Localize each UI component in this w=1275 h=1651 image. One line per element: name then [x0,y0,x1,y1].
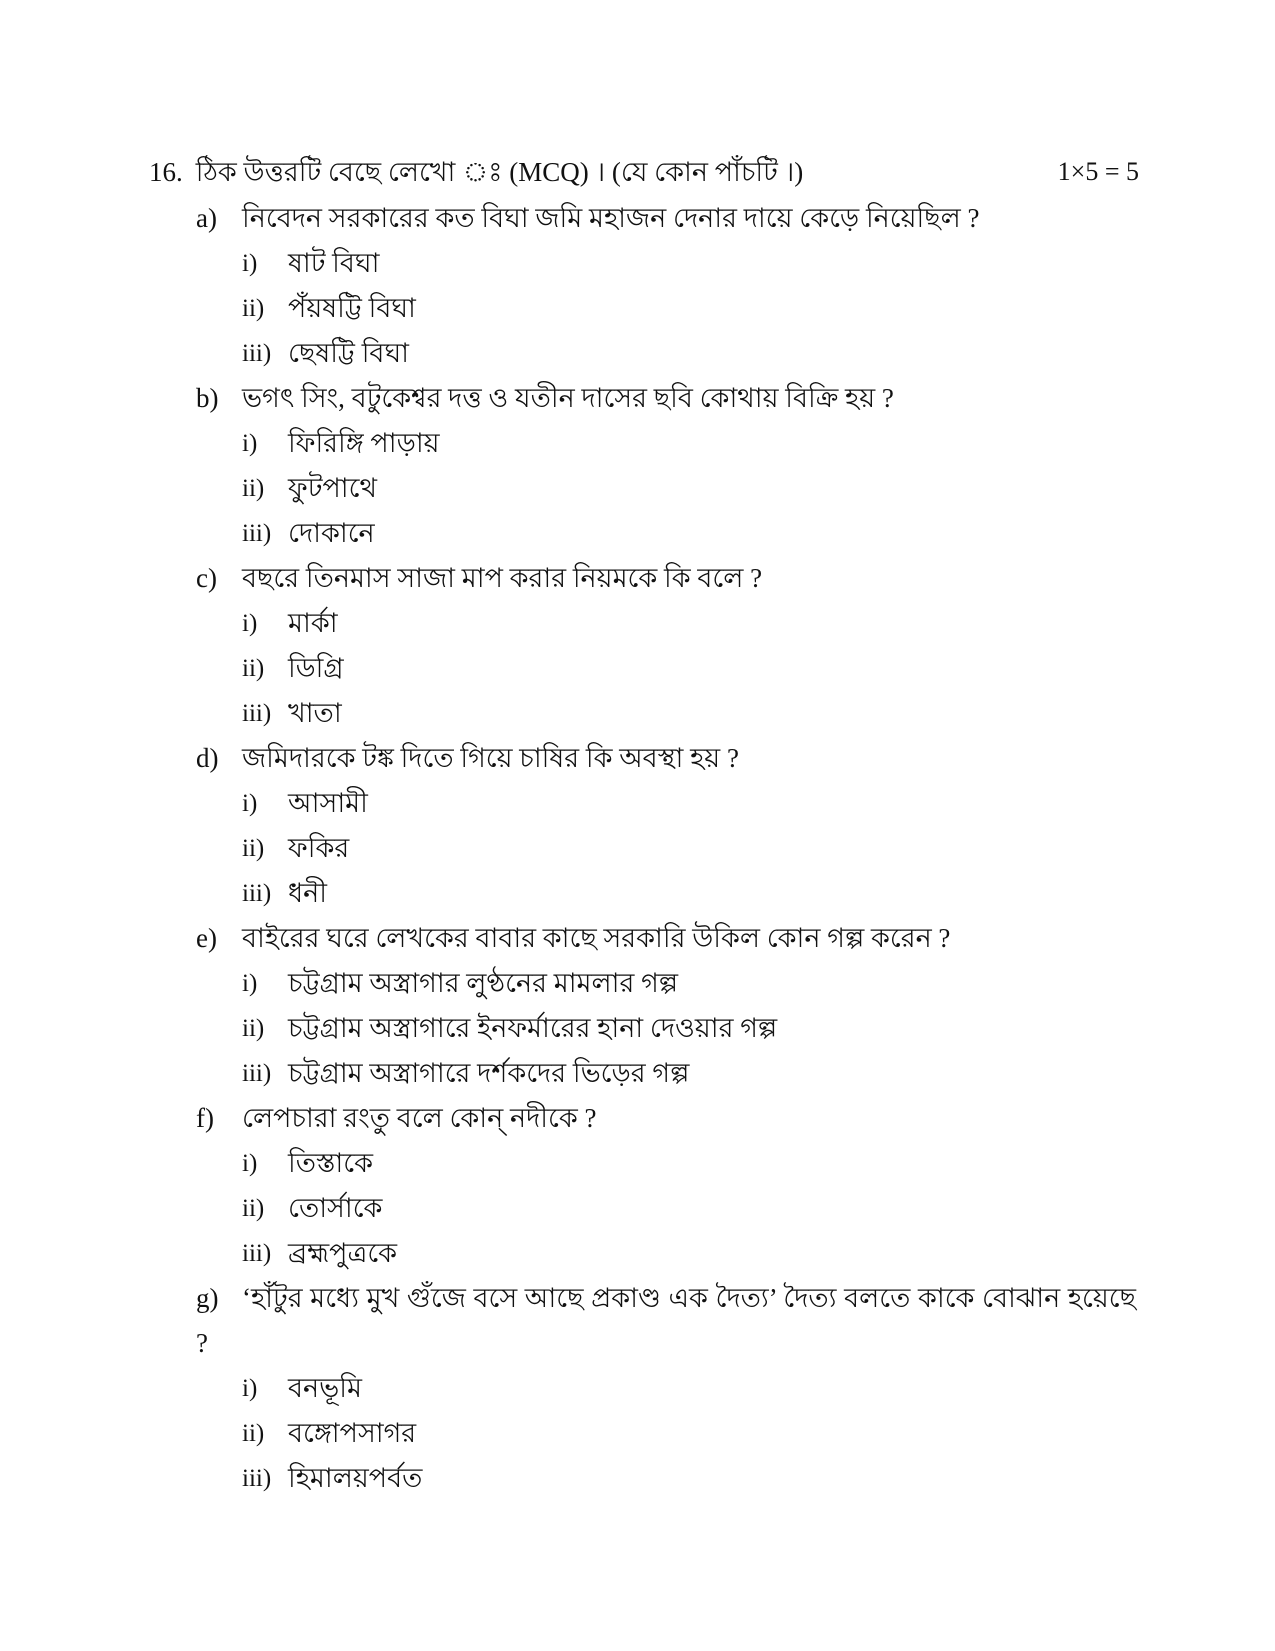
mcq-question-text: জমিদারকে টঙ্ক দিতে গিয়ে চাষির কি অবস্থা হয় ? [242,743,739,773]
mcq-option [242,1186,1136,1231]
mcq-item-g [196,1276,1136,1501]
mcq-question-text: বাইরের ঘরে লেখকের বাবার কাছে সরকারি উকিল কোন গল্প করেন ? [242,923,951,953]
option-text: ষাট বিঘা [288,248,380,278]
mcq-option [242,421,1136,466]
option-text: ফুটপাথে [288,473,377,503]
option-text: মার্কা [288,608,338,638]
mcq-option [242,1366,1136,1411]
option-text: ডিগ্রি [288,653,344,683]
option-text: ফকির [288,833,350,863]
option-numeral: i) [242,430,258,457]
mcq-option [242,646,1136,691]
option-text: পঁয়ষট্টি বিঘা [288,293,416,323]
option-text: চট্টগ্রাম অস্ত্রাগারে দর্শকদের ভিড়ের গল্প [288,1058,690,1088]
option-numeral: i) [242,1375,258,1402]
mcq-options [196,1366,1136,1501]
question-instruction: ঠিক উত্তরটি বেছে লেখো ঃ (MCQ) । (যে কোন পাঁচটি ।) [195,157,804,187]
option-numeral: ii) [242,1420,265,1447]
option-text: ফিরিঙ্গি পাড়ায় [288,428,440,458]
mcq-option [242,961,1136,1006]
option-numeral: ii) [242,655,265,682]
mcq-item-e [196,916,1136,1096]
mcq-option [242,691,1136,736]
mcq-letter: d) [196,743,219,773]
mcq-stem [196,556,1136,601]
mcq-letter: c) [196,563,217,593]
mcq-option [242,601,1136,646]
mcq-option [242,466,1136,511]
mcq-option [242,1456,1136,1501]
mcq-option [242,1231,1136,1276]
mcq-item-c [196,556,1136,736]
option-numeral: iii) [242,520,272,547]
option-numeral: iii) [242,1465,272,1492]
question-header [149,150,1139,194]
marks-allocation: 1×5 = 5 [1057,157,1139,186]
mcq-option [242,241,1136,286]
option-numeral: ii) [242,835,265,862]
mcq-option [242,1051,1136,1096]
mcq-options [196,241,1136,376]
option-numeral: iii) [242,700,272,727]
option-numeral: i) [242,610,258,637]
mcq-stem [196,1096,1136,1141]
option-text: ব্রহ্মপুত্রকে [288,1238,398,1268]
mcq-option [242,286,1136,331]
option-text: ছেষট্টি বিঘা [288,338,409,368]
mcq-stem [196,736,1136,781]
mcq-question-text: বছরে তিনমাস সাজা মাপ করার নিয়মকে কি বলে ? [242,563,763,593]
mcq-option [242,871,1136,916]
mcq-options [196,781,1136,916]
option-numeral: i) [242,790,258,817]
mcq-letter: e) [196,923,217,953]
option-text: ধনী [288,878,327,908]
question-number: 16. [149,157,183,187]
mcq-options [196,421,1136,556]
mcq-option [242,781,1136,826]
mcq-option [242,826,1136,871]
mcq-letter: g) [196,1283,219,1313]
option-numeral: i) [242,970,258,997]
mcq-question-text: নিবেদন সরকারের কত বিঘা জমি মহাজন দেনার দায়ে কেড়ে নিয়েছিল ? [242,203,980,233]
option-numeral: i) [242,250,258,277]
mcq-list [196,196,1136,1501]
mcq-question-text: ভগৎ সিং, বটুকেশ্বর দত্ত ও যতীন দাসের ছবি কোথায় বিক্রি হয় ? [242,383,894,413]
mcq-item-d [196,736,1136,916]
mcq-option [242,1411,1136,1456]
option-numeral: iii) [242,340,272,367]
option-numeral: ii) [242,475,265,502]
option-text: খাতা [288,698,342,728]
mcq-letter: f) [196,1103,214,1133]
mcq-question-text: লেপচারা রংতু বলে কোন্ নদীকে ? [242,1103,597,1133]
mcq-stem [196,1276,1136,1366]
mcq-item-f [196,1096,1136,1276]
mcq-letter: a) [196,203,217,233]
option-numeral: ii) [242,1015,265,1042]
option-text: দোকানে [288,518,375,548]
mcq-stem [196,196,1136,241]
mcq-options [196,961,1136,1096]
option-numeral: iii) [242,880,272,907]
option-numeral: ii) [242,295,265,322]
mcq-item-a [196,196,1136,376]
mcq-options [196,1141,1136,1276]
mcq-stem [196,916,1136,961]
mcq-option [242,511,1136,556]
mcq-option [242,1141,1136,1186]
option-text: তিস্তাকে [288,1148,373,1178]
option-numeral: iii) [242,1240,272,1267]
mcq-option [242,1006,1136,1051]
mcq-stem [196,376,1136,421]
mcq-option [242,331,1136,376]
mcq-options [196,601,1136,736]
mcq-letter: b) [196,383,219,413]
option-numeral: i) [242,1150,258,1177]
option-text: আসামী [288,788,368,818]
option-text: হিমালয়পর্বত [288,1463,423,1493]
option-text: বঙ্গোপসাগর [288,1418,417,1448]
option-text: তোর্সাকে [288,1193,383,1223]
mcq-question-text: ‘হাঁটুর মধ্যে মুখ গুঁজে বসে আছে প্রকাণ্ড এক দৈত্য’ দৈত্য বলতে কাকে বোঝান হয়েছে ? [196,1283,1136,1358]
option-text: চট্টগ্রাম অস্ত্রাগারে ইনফর্মারের হানা দেওয়ার গল্প [288,1013,778,1043]
option-numeral: ii) [242,1195,265,1222]
option-text: বনভূমি [288,1373,362,1403]
option-numeral: iii) [242,1060,272,1087]
mcq-item-b [196,376,1136,556]
option-text: চট্টগ্রাম অস্ত্রাগার লুণ্ঠনের মামলার গল্প [288,968,679,998]
